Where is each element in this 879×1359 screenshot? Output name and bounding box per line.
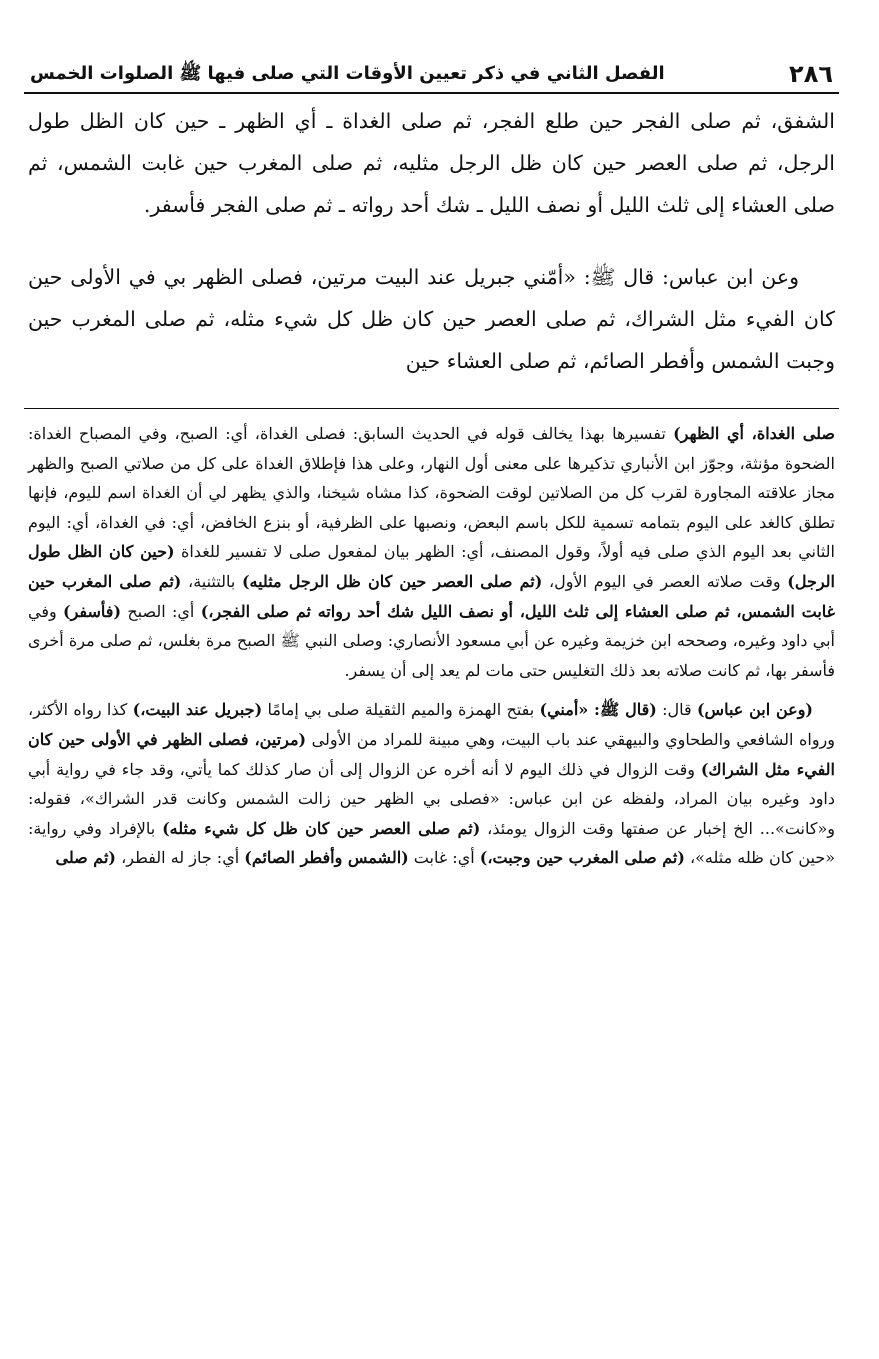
quoted-phrase: (ثم صلى [55, 848, 116, 868]
quoted-phrase: (ثم صلى المغرب حين غابت الشمس، ثم صلى العشاء إلى ثلث الليل، أو نصف الليل شك أحد رواته ثم صلى الفجر،) [28, 571, 836, 621]
quoted-phrase: (ثم صلى العصر حين كان ظل كل شيء مثله) [162, 818, 481, 838]
commentary-text: قال: [656, 700, 697, 720]
quoted-phrase: (جبريل عند البيت،) [132, 700, 263, 720]
quoted-phrase: (وعن ابن عباس) [696, 700, 814, 720]
main-paragraph: وعن ابن عباس: قال ﷺ: «أمّني جبريل عند البيت مرتين، فصلى الظهر بي في الأولى حين كان الفيء مثل الشراك، ثم صلى العصر حين كان ظل كل شيء مثله، ثم صلى المغرب حين وجبت الشمس وأفطر الصائم، ثم صلى العشاء حين [28, 265, 835, 373]
main-text [24, 100, 839, 382]
commentary-section [24, 419, 839, 873]
quoted-phrase: (ثم صلى العصر حين كان ظل الرجل مثليه) [241, 571, 543, 591]
book-page [24, 52, 839, 1339]
commentary-text: أي: الصبح [121, 601, 201, 621]
main-paragraph: الشفق، ثم صلى الفجر حين طلع الفجر، ثم صلى الغداة ـ أي الظهر ـ حين كان الظل طول الرجل، ثم صلى العصر حين كان ظل الرجل مثليه، ثم صلى المغرب حين غابت الشمس، ثم صلى العشاء إلى ثلث الليل أو نصف الليل ـ شك أحد رواته ـ ثم صلى الفجر فأسفر. [28, 109, 835, 217]
commentary-paragraph [24, 419, 839, 685]
quoted-phrase: (فأسفر) [63, 601, 122, 621]
quoted-phrase: (حين كان الظل طول الرجل) [28, 542, 835, 591]
quoted-phrase: صلى الغداة، أي الظهر) [673, 424, 836, 443]
running-title: الفصل الثاني في ذكر تعيين الأوقات التي صلى فيها ﷺ الصلوات الخمس [30, 63, 665, 84]
page-header [24, 52, 839, 94]
commentary-paragraph [24, 695, 839, 873]
commentary-text: وقت صلاته العصر في اليوم الأول، [542, 571, 788, 591]
quoted-phrase: (مرتين، فصلى الظهر في الأولى حين كان الفيء مثل الشراك) [28, 729, 835, 779]
quoted-phrase: (قال ﷺ: «أمني) [539, 700, 657, 720]
commentary-text: أي: غابت [408, 848, 480, 868]
commentary-text: وفي أبي داود وغيره، وصححه ابن خزيمة وغيره عن أبي مسعود الأنصاري: وصلى النبي ﷺ الصبح مرة بغلس، ثم صلى مرة أخرى فأسفر بها، ثم كانت صلاته بعد ذلك التغليس حتى مات لم يعد إلى أن يسفر. [28, 601, 835, 680]
commentary-text: بالإفراد وفي رواية: «حين كان ظله مثله»، [28, 818, 835, 868]
quoted-phrase: (ثم صلى المغرب حين وجبت،) [479, 848, 685, 868]
commentary-text: تفسيرها بهذا يخالف قوله في الحديث السابق: فصلى الغداة، أي: الصبح، وفي المصباح الغداة: الضحوة مؤنثة، وجوّز ابن الأنباري تذكيرها على معنى أول النهار، وعلى هذا فإطلاق الغداة على كل من صلاتي الصبح والظهر مجاز علاقته المجاورة لقرب كل من الصلاتين لوقت الضحوة، كذا مشاه شيخنا، والذي يظهر لي أن الغداة اسم لليوم، فإنها تطلق كالغد على اليوم بتمامه تسمية للكل باسم البعض، ونصبها على الظرفية، أو بنزع الخافض، أي: في الغداة، أي: اليوم الثاني بعد اليوم الذي صلى فيه أولاً، وقول المصنف، أي: الظهر بيان لمفعول صلى لا تفسير للغداة [28, 424, 836, 562]
commentary-text: أي: جاز له الفطر، [115, 848, 245, 868]
commentary-text: كذا رواه الأكثر، ورواه الشافعي والطحاوي والبيهقي عند باب البيت، وهي مبينة للمراد من الأولى [28, 700, 836, 749]
page-number: ٢٨٦ [789, 60, 833, 88]
footnote-separator [24, 408, 839, 409]
quoted-phrase: (الشمس وأفطر الصائم) [244, 848, 409, 868]
commentary-text: بفتح الهمزة والميم الثقيلة صلى بي إمامًا [262, 700, 540, 720]
commentary-text: وقت الزوال في ذلك اليوم لا أنه أخره عن الزوال إلى أن صار كذلك كما يأتي، وقد جاء في رواية أبي داود وغيره بيان المراد، ولفظه عن ابن عباس: «فصلى بي الظهر حين زالت الشمس وكانت قدر الشراك»، فقوله: و«كانت»... الخ إخبار عن صفتها وقت الزوال يومئذ، [28, 759, 835, 838]
commentary-text: بالتثنية، [181, 571, 242, 591]
